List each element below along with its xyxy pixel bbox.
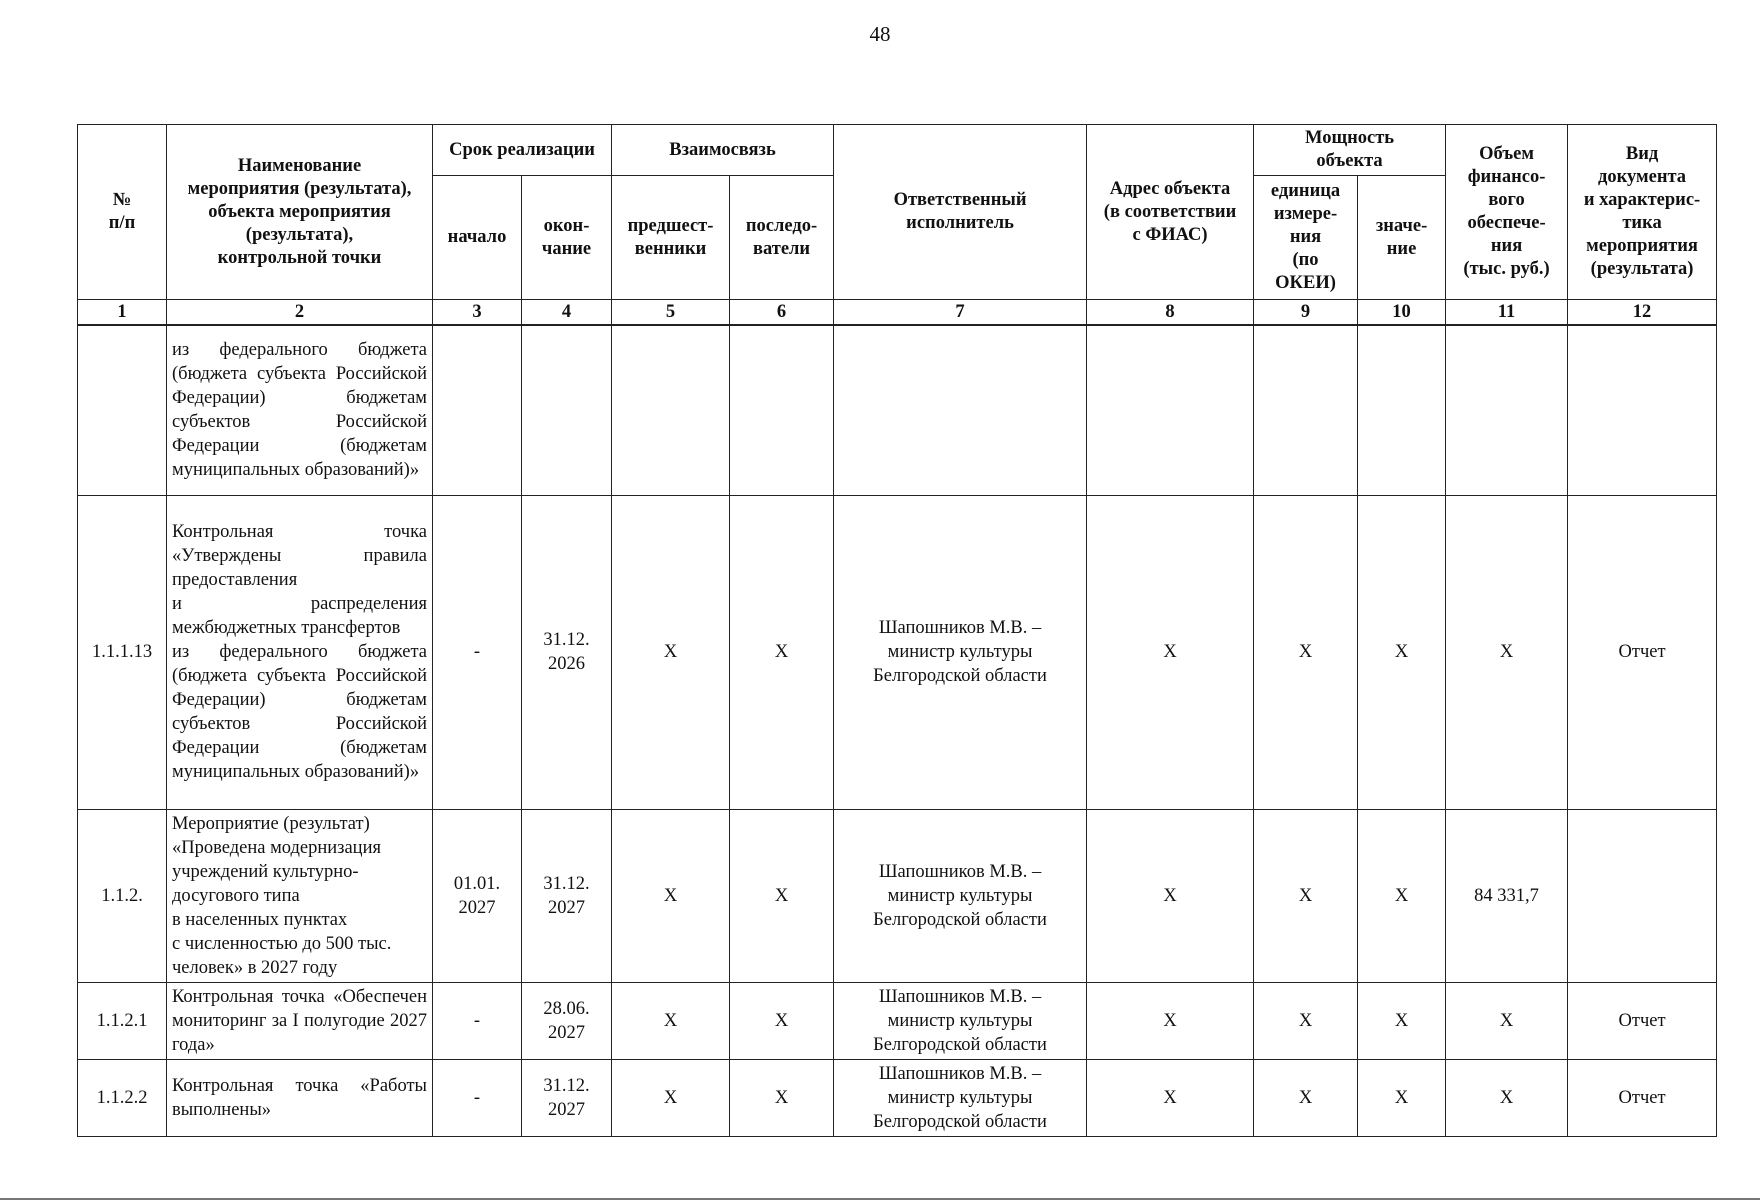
header-finance-text: Объем финансо- вого обеспече- ния (тыс. руб.)	[1463, 144, 1550, 279]
row-address	[1087, 325, 1254, 495]
header-end-text: окон- чание	[541, 215, 592, 259]
row-successors	[730, 325, 834, 495]
page-number: 48	[869, 22, 891, 46]
header-unit-text: единица измере- ния (по ОКЕИ)	[1270, 181, 1341, 293]
row-successors: X	[730, 809, 834, 982]
row-start: -	[433, 1059, 522, 1136]
header-number-text: № п/п	[108, 190, 136, 233]
row-address: X	[1087, 982, 1254, 1059]
header-power-text: Мощность объекта	[1305, 128, 1395, 171]
column-number: 6	[730, 300, 834, 326]
header-link-group: Взаимосвязь	[612, 125, 834, 176]
row-address: X	[1087, 1059, 1254, 1136]
header-value	[1358, 176, 1446, 300]
column-number: 2	[167, 300, 433, 326]
row-finance	[1446, 325, 1568, 495]
row-unit: X	[1254, 982, 1358, 1059]
row-end	[522, 495, 612, 809]
row-successors: X	[730, 495, 834, 809]
header-predecessors	[612, 176, 730, 300]
column-number: 11	[1446, 300, 1568, 326]
column-number: 1	[78, 300, 167, 326]
row-document: Отчет	[1568, 495, 1717, 809]
row-end-text: 31.12. 2027	[543, 873, 590, 918]
column-number: 10	[1358, 300, 1446, 326]
row-document	[1568, 325, 1717, 495]
row-responsible	[834, 809, 1087, 982]
header-document-text: Вид документа и характерис- тика мероприятия (результата)	[1583, 144, 1701, 279]
row-finance: X	[1446, 982, 1568, 1059]
header-name	[167, 125, 433, 300]
row-name: Контрольная точка «Работы выполнены»	[167, 1059, 433, 1136]
row-finance: 84 331,7	[1446, 809, 1568, 982]
table-row	[78, 1059, 1717, 1136]
header-successors-text: последо- ватели	[745, 215, 818, 259]
table-row	[78, 809, 1717, 982]
row-predecessors: X	[612, 1059, 730, 1136]
table-row	[78, 325, 1717, 495]
row-document: Отчет	[1568, 982, 1717, 1059]
row-start: -	[433, 982, 522, 1059]
row-number	[78, 325, 167, 495]
header-end	[522, 176, 612, 300]
header-power-group	[1254, 125, 1446, 176]
row-end	[522, 982, 612, 1059]
row-document: Отчет	[1568, 1059, 1717, 1136]
header-finance	[1446, 125, 1568, 300]
row-end	[522, 325, 612, 495]
row-name-text: Мероприятие (результат) «Проведена модернизация учреждений культурно-досугового типа в населенных пунктах с численностью до 500 тыс. человек» в 2027 году	[172, 813, 392, 978]
row-responsible	[834, 1059, 1087, 1136]
row-name	[167, 495, 433, 809]
row-finance: X	[1446, 495, 1568, 809]
header-unit	[1254, 176, 1358, 300]
header-document	[1568, 125, 1717, 300]
row-value	[1358, 325, 1446, 495]
row-name: из федерального бюджета (бюджета субъекта Российской Федерации) бюджетам субъектов Российской Федерации (бюджетам муниципальных образований)»	[167, 325, 433, 495]
header-number	[78, 125, 167, 300]
header-term-group: Срок реализации	[433, 125, 612, 176]
row-value: X	[1358, 982, 1446, 1059]
row-start: -	[433, 495, 522, 809]
row-unit: X	[1254, 495, 1358, 809]
column-number: 5	[612, 300, 730, 326]
row-responsible	[834, 325, 1087, 495]
row-unit: X	[1254, 1059, 1358, 1136]
header-address-text: Адрес объекта (в соответствии с ФИАС)	[1103, 178, 1237, 245]
row-value: X	[1358, 495, 1446, 809]
row-responsible	[834, 982, 1087, 1059]
row-address: X	[1087, 809, 1254, 982]
row-end-text: 31.12. 2026	[543, 630, 590, 674]
row-responsible-text: Шапошников М.В. – министр культуры Белгородской области	[873, 618, 1047, 686]
row-end-text: 31.12. 2027	[543, 1075, 590, 1120]
table-row	[78, 495, 1717, 809]
row-document	[1568, 809, 1717, 982]
row-value: X	[1358, 809, 1446, 982]
table-row	[78, 982, 1717, 1059]
column-number: 12	[1568, 300, 1717, 326]
header-address	[1087, 125, 1254, 300]
header-value-text: значе- ние	[1375, 215, 1428, 259]
column-number: 4	[522, 300, 612, 326]
header-predecessors-text: предшест- венники	[627, 215, 714, 259]
row-value: X	[1358, 1059, 1446, 1136]
row-end	[522, 809, 612, 982]
row-unit: X	[1254, 809, 1358, 982]
column-number: 9	[1254, 300, 1358, 326]
row-responsible	[834, 495, 1087, 809]
row-predecessors: X	[612, 809, 730, 982]
row-successors: X	[730, 982, 834, 1059]
row-responsible-text: Шапошников М.В. – министр культуры Белгородской области	[873, 861, 1047, 930]
header-responsible	[834, 125, 1087, 300]
header-successors	[730, 176, 834, 300]
row-responsible-text: Шапошников М.В. – министр культуры Белгородской области	[873, 986, 1047, 1055]
row-end-text: 28.06. 2027	[543, 998, 590, 1043]
row-number: 1.1.2.1	[78, 982, 167, 1059]
row-end	[522, 1059, 612, 1136]
row-name: Контрольная точка «Обеспечен мониторинг за I полугодие 2027 года»	[167, 982, 433, 1059]
column-number: 3	[433, 300, 522, 326]
row-predecessors: X	[612, 982, 730, 1059]
row-start	[433, 325, 522, 495]
plan-table	[77, 124, 1717, 1137]
header-start-text: начало	[447, 227, 507, 247]
row-predecessors	[612, 325, 730, 495]
column-number: 7	[834, 300, 1087, 326]
row-number: 1.1.2.2	[78, 1059, 167, 1136]
column-number: 8	[1087, 300, 1254, 326]
row-start-text: 01.01. 2027	[453, 873, 501, 918]
row-name-text: Контрольная точка «Утверждены правила предоставления и распределения межбюджетных трансфертов из федерального бюджета (бюджета субъекта Российской Федерации) бюджетам субъектов Российской Федерации (бюджетам муниципальных образований)»	[172, 522, 427, 782]
row-responsible-text: Шапошников М.В. – министр культуры Белгородской области	[873, 1063, 1047, 1132]
row-number: 1.1.1.13	[78, 495, 167, 809]
row-name	[167, 809, 433, 982]
row-finance: X	[1446, 1059, 1568, 1136]
header-responsible-text: Ответственный исполнитель	[893, 190, 1027, 233]
row-successors: X	[730, 1059, 834, 1136]
row-predecessors: X	[612, 495, 730, 809]
row-number: 1.1.2.	[78, 809, 167, 982]
row-start	[433, 809, 522, 982]
row-unit	[1254, 325, 1358, 495]
row-address: X	[1087, 495, 1254, 809]
header-start	[433, 176, 522, 300]
header-name-text: Наименование мероприятия (результата), объекта мероприятия (результата), контрольной точки	[187, 155, 412, 268]
